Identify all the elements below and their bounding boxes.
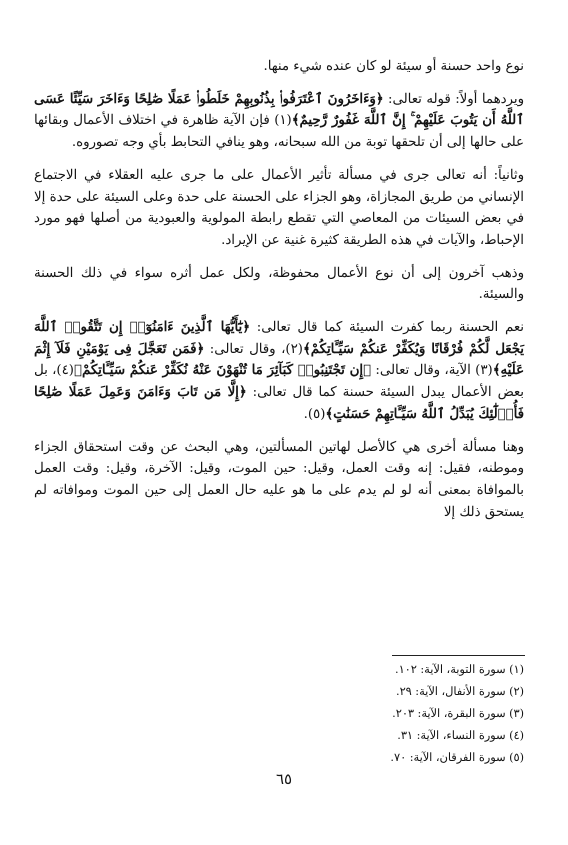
paragraph-5 [34, 317, 524, 426]
footnote-1: (١) سورة التوبة، الآية: ١٠٢. [394, 663, 524, 676]
text-run: وهنا مسألة أخرى هي كالأصل لهاتين المسألتين، وهي البحث عن وقت استحقاق الجزاء وموطنه، فقيل: إنه وقت العمل، وقيل: حين الموت، وقيل: الآخرة، وقيل: وقت العمل بالموافاة بمعنى أنه لو لم يدم على ما هو عليه حال العمل إلى حين الموت وموافاته لم يستحق ذلك إلا [34, 439, 524, 520]
paragraph-3 [34, 165, 524, 252]
paragraph-4 [34, 263, 524, 306]
quran-quote: ﴿إِن تَجْتَنِبُوا۟ كَبَآئِرَ مَا تُنْهَوْنَ عَنْهُ نُكَفِّرْ عَنكُمْ سَيِّـَٔاتِكُمْ﴾ [73, 363, 372, 379]
paragraph-6 [34, 437, 524, 524]
page-number: ٦٥ [275, 770, 293, 788]
text-run: (٣) الآية، وقال تعالى: [371, 363, 493, 379]
text-run: نعم الحسنة ربما كفرت السيئة كما قال تعالى: [250, 320, 524, 336]
footnotes [224, 659, 524, 769]
text-run: (٥). [303, 406, 326, 422]
text-run: وثانياً: أنه تعالى جرى في مسألة تأثير الأعمال على ما جرى عليه العقلاء في الاجتماع الإنساني من طريق المجازاة، وهو الجزاء على الحسنة على حدة وعلى السيئة على حدة إلا في بعض السيئات من المعاصي التي تقطع رابطة المولوية والعبودية من أصلها فهو مورد الإحباط، والآيات في هذه الطريقة كثيرة غنية عن الإيراد. [34, 167, 524, 248]
footnote-2: (٢) سورة الأنفال، الآية: ٢٩. [395, 685, 524, 698]
quran-quote: ﴿يَٰٓأَيُّهَا ٱلَّذِينَ ءَامَنُوٓا۟ إِن تَتَّقُوا۟ ٱللَّهَ يَجْعَل لَّكُمْ فُرْقَانًا وَيُكَفِّرْ عَنكُمْ سَيِّـَٔاتِكُمْ﴾ [34, 320, 524, 357]
quran-quote: ﴿فَمَن تَعَجَّلَ فِى يَوْمَيْنِ فَلَآ إِثْمَ عَلَيْهِ﴾ [34, 341, 525, 379]
footnote-4: (٤) سورة النساء، الآية: ٣١. [397, 729, 524, 742]
text-run: (٢)، وقال تعالى: [204, 341, 303, 357]
paragraph-2 [34, 89, 524, 154]
paragraph-1 [34, 56, 524, 78]
main-text [34, 56, 524, 523]
text-run: نوع واحد حسنة أو سيئة لو كان عنده شيء منها. [263, 59, 524, 74]
text-run: ويردهما أولاً: قوله تعالى: [383, 91, 524, 107]
text-run: (٤)، بل بعض الأعمال يبدل السيئة حسنة كما قال تعالى: [34, 363, 524, 401]
footnote-5: (٥) سورة الفرقان، الآية: ٧٠. [390, 751, 524, 764]
footnote-3: (٣) سورة البقرة، الآية: ٢٠٣. [392, 707, 524, 720]
quran-quote: ﴿إِلَّا مَن تَابَ وَءَامَنَ وَعَمِلَ عَمَلًا صَٰلِحًا فَأُو۟لَٰٓئِكَ يُبَدِّلُ ٱللَّهُ سَيِّـَٔاتِهِمْ حَسَنَٰتٍ﴾ [34, 385, 524, 422]
footnote-divider [392, 655, 525, 656]
quran-quote: ﴿وَءَاخَرُونَ ٱعْتَرَفُوا۟ بِذُنُوبِهِمْ خَلَطُوا۟ عَمَلًا صَٰلِحًا وَءَاخَرَ سَيِّئًا عَسَى ٱللَّهُ أَن يَتُوبَ عَلَيْهِمْ ۚ إِنَّ ٱللَّهَ غَفُورٌ رَّحِيمٌ﴾ [34, 91, 525, 129]
text-run: (١) فإن الآية ظاهرة في اختلاف الأعمال وبقائها على حالها إلى أن تلحقها توبة من الله سبحانه، وهو ينافي التحابط بأي وجه تصوروه. [34, 113, 524, 151]
text-run: وذهب آخرون إلى أن نوع الأعمال محفوظة، ولكل عمل أثره سواء في ذلك الحسنة والسيئة. [34, 265, 524, 303]
